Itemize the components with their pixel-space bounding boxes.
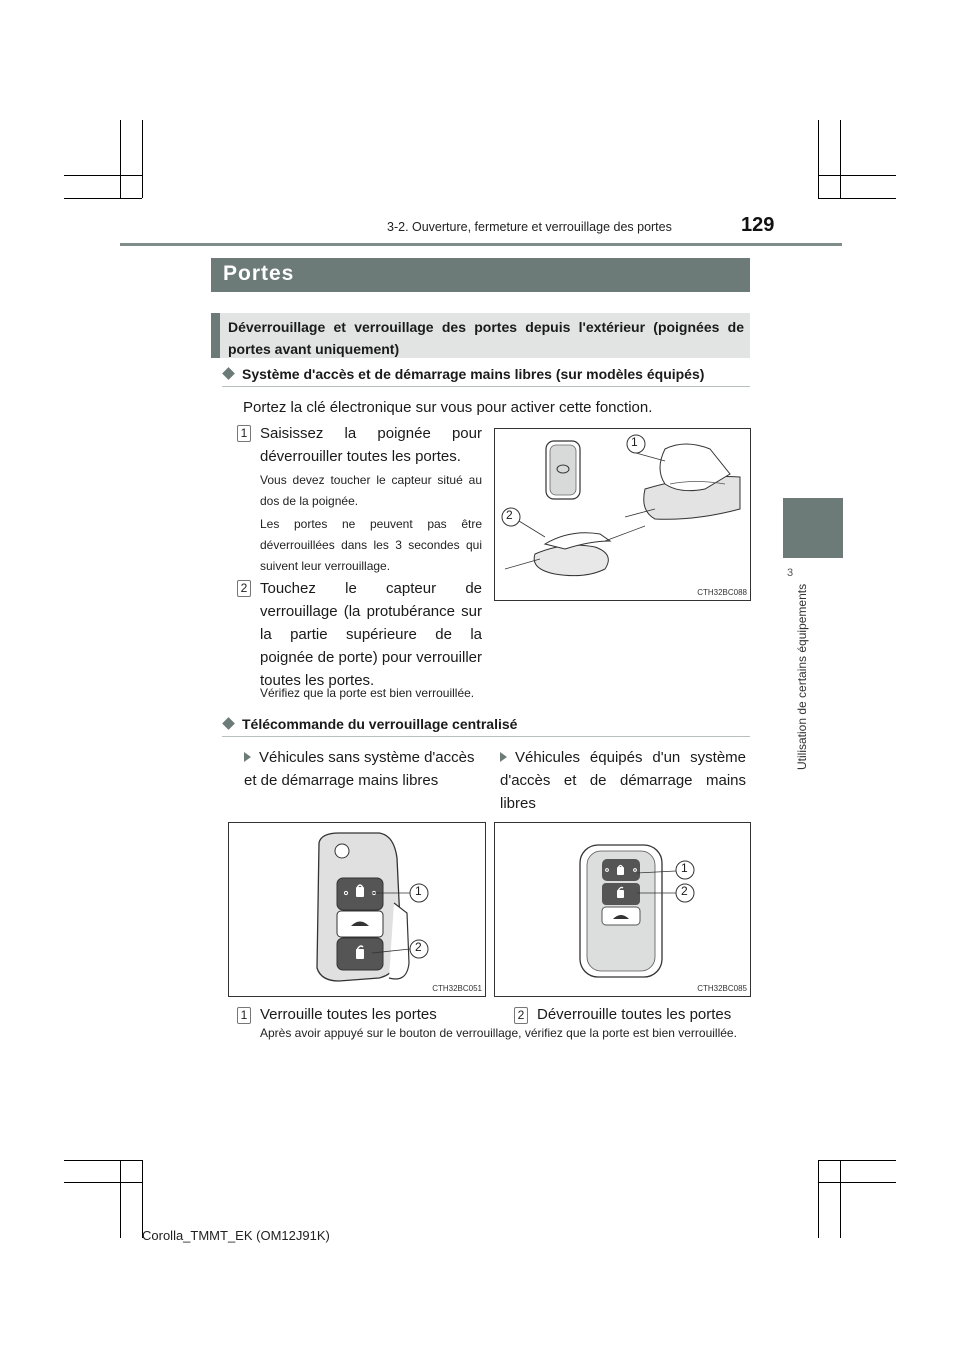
intro-text: Portez la clé électronique sur vous pour activer cette fonction. (243, 399, 653, 416)
crop-mark (64, 1160, 142, 1161)
flip-key-figure (228, 822, 486, 997)
flip-key-illustration (229, 823, 485, 996)
step2-text: Touchez le capteur de verrouillage (la protubérance sur la partie supérieure de la poignée de porte) pour verrouiller toutes les portes. (260, 580, 482, 689)
step1-note-1: Vous devez toucher le capteur situé au dos de la poignée. (260, 473, 482, 508)
crop-mark (818, 120, 819, 198)
callout-2: 2 (506, 508, 513, 522)
subheading: Déverrouillage et verrouillage des portes depuis l'extérieur (poignées de portes avant uniquement) (211, 313, 750, 358)
section-heading-text: Télécommande du verrouillage centralisé (242, 716, 518, 732)
crop-mark (64, 198, 142, 199)
callout-1: 1 (415, 884, 422, 898)
page-title: Portes (211, 258, 750, 292)
callout-2: 2 (415, 940, 422, 954)
footer-model-code: Corolla_TMMT_EK (OM12J91K) (142, 1228, 330, 1243)
legend-number: 2 (514, 1007, 528, 1024)
step-number: 2 (237, 580, 251, 597)
crop-mark (818, 1160, 896, 1161)
legend-number: 1 (237, 1007, 251, 1024)
header-rule (120, 243, 842, 246)
figure-code: CTH32BC085 (697, 984, 747, 993)
legend-unlock-text: Déverrouille toutes les portes (537, 1006, 732, 1023)
lock-note: Après avoir appuyé sur le bouton de verrouillage, vérifiez que la porte est bien verrouillée. (260, 1026, 737, 1040)
figure-code: CTH32BC051 (432, 984, 482, 993)
section-heading-remote (222, 716, 750, 737)
crop-mark (120, 1160, 121, 1238)
crop-mark (840, 1160, 841, 1238)
callout-2: 2 (681, 884, 688, 898)
chapter-label: Utilisation de certains équipements (795, 583, 809, 770)
arrow-icon (500, 752, 507, 762)
chapter-number: 3 (787, 567, 794, 579)
step1-text: Saisissez la poignée pour déverrouiller toutes les portes. (260, 425, 482, 465)
step2-note: Vérifiez que la porte est bien verrouillée. (260, 686, 475, 700)
arrow-icon (244, 752, 251, 762)
section-heading-text: Système d'accès et de démarrage mains libres (sur modèles équipés) (242, 366, 705, 382)
chapter-tab (783, 498, 843, 558)
smart-key-illustration (495, 823, 750, 996)
crop-mark (840, 120, 841, 198)
figure-code: CTH32BC088 (697, 588, 747, 597)
door-handle-illustration (495, 429, 750, 600)
callout-1: 1 (631, 435, 638, 449)
crop-mark (142, 1160, 143, 1238)
crop-mark (120, 120, 121, 198)
crop-mark (818, 1160, 819, 1238)
crop-mark (818, 198, 896, 199)
diamond-icon (222, 367, 235, 380)
diamond-icon (222, 717, 235, 730)
crop-mark (818, 175, 896, 176)
running-header: 3-2. Ouverture, fermeture et verrouillage des portes (387, 220, 672, 234)
legend-lock-text: Verrouille toutes les portes (260, 1006, 437, 1023)
door-handle-figure (494, 428, 751, 601)
crop-mark (142, 120, 143, 198)
step1-note-2: Les portes ne peuvent pas être déverrouillées dans les 3 secondes qui suivent leur verrouillage. (260, 517, 482, 573)
section-heading-smart-entry (222, 366, 750, 387)
crop-mark (818, 1182, 896, 1183)
crop-mark (64, 1182, 142, 1183)
column-label-text: Véhicules équipés d'un système d'accès et de démarrage mains libres (500, 749, 746, 812)
column-label-text: Véhicules sans système d'accès et de démarrage mains libres (244, 749, 475, 789)
column-label-with-smart-entry (500, 746, 746, 815)
smart-key-figure (494, 822, 751, 997)
column-label-without-smart-entry (244, 746, 484, 792)
step-number: 1 (237, 425, 251, 442)
callout-1: 1 (681, 861, 688, 875)
crop-mark (64, 175, 142, 176)
page-number: 129 (741, 214, 775, 236)
